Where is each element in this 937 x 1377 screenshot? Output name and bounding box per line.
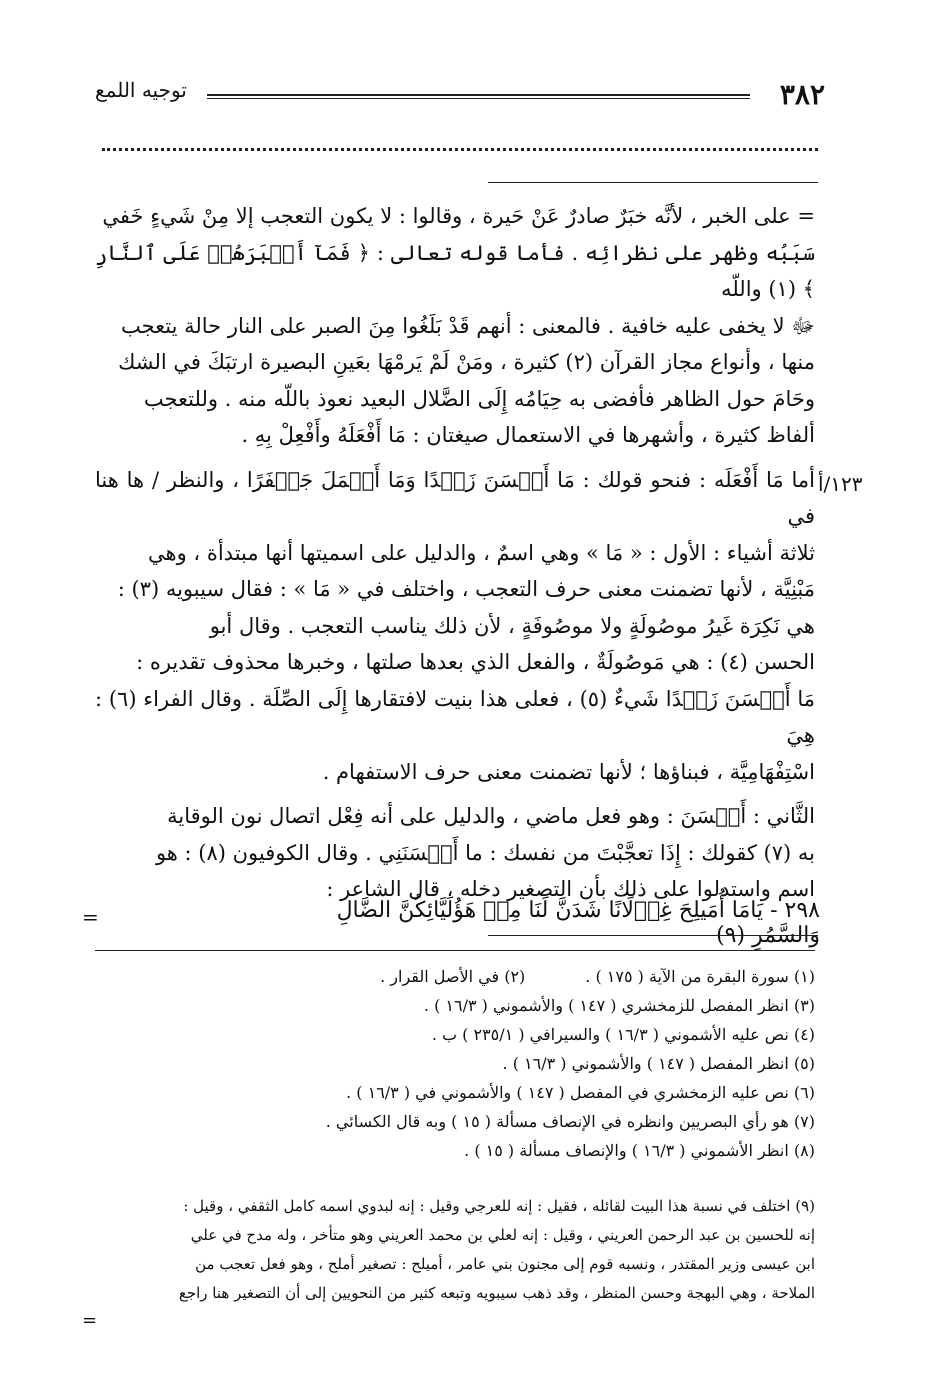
- footnote-9: [95, 1192, 815, 1308]
- text-line: مَبْنِيَّة ، لأنها تضمنت معنى حرف التعجب ، واختلف في « مَا » : فقال سيبويه (٣) :: [117, 577, 815, 601]
- verse-rule: [488, 935, 818, 936]
- page-number: ٣٨٢: [779, 78, 825, 111]
- text-line: الحسن (٤) : هي مَوصُولَةٌ ، والفعل الذي بعدها صلتها ، وخبرها محذوف تقديره :: [136, 650, 815, 674]
- footnotes: [95, 962, 815, 1165]
- text-line: = على الخبر ، لأنَّه خبَرٌ صادرٌ عَنْ حَيرة ، وقالوا : لا يكون التعجب إلا مِنْ شَيءٍ خَفي: [102, 204, 815, 228]
- text-line: وحَامَ حول الظاهر فأفضى به حِيَامُه إِلَى الضَّلال البعيد نعوذ باللّه منه . وللتعجب: [143, 386, 815, 411]
- footnote-continuation-mark: =: [82, 1310, 98, 1331]
- poetry-verse: ٢٩٨ - يَامَا أُمَيلِحَ غِزۡلَانًا شَدَنَّ لَنَا مِنۡ هَؤُلَيَّائِكُنَّ الضَّالِ وَالسَّمُرِ (٩): [336, 898, 820, 948]
- footnote-3: (٣) انظر المفصل للزمخشري ( ١٤٧ ) والأشموني ( ١٦/٣ ) .: [423, 996, 815, 1015]
- book-title: توجيه اللمع: [95, 78, 187, 102]
- footnote-8: (٨) انظر الأشموني ( ١٦/٣ ) والإنصاف مسألة ( ١٥ ) .: [464, 1141, 815, 1160]
- dotted-separator: [102, 148, 818, 161]
- footnote-2: (٢) في الأصل القرار .: [380, 967, 526, 986]
- footnote-1: (١) سورة البقرة من الآية ( ١٧٥ ) .: [585, 967, 815, 986]
- footnote-line: الملاحة ، وهي البهجة وحسن المنظر ، وقد ذهب سيبويه وتبعه كثير من النحويين إلى أن التصغير هنا راجع: [178, 1284, 815, 1302]
- short-rule: [488, 182, 818, 183]
- text-line: سَبَبُه وظهر على نظرائِه . فأما قوله تعالى : ﴿ فَمَآ أَصۡبَرَهُمۡ عَلَى ٱلنَّارِ ﴾ (١) واللّه: [95, 240, 815, 301]
- footnote-line: ابن عيسى وزير المقتدر ، ونسبه قوم إلى مجنون بني عامر ، أميلح : تصغير أملح ، وهو فعل تعجب من: [195, 1255, 815, 1273]
- text-line: هي نَكِرَة غَيرُ موصُولَةٍ ولا موصُوفَةٍ ، لأن ذلك يناسب التعجب . وقال أبو: [209, 613, 815, 638]
- text-line: اسم واستدلوا على ذلك بأن التصغير دخله ، قال الشاعر :: [326, 877, 815, 901]
- footnote-row: [95, 962, 815, 991]
- footnote-5: (٥) انظر المفصل ( ١٤٧ ) والأشموني ( ١٦/٣ ) .: [502, 1054, 815, 1073]
- text-line: ألفاظ كثيرة ، وأشهرها في الاستعمال صيغتان : مَا أَفْعَلَهُ وأَفْعِلْ بِهِ .: [241, 423, 815, 447]
- footnote-line: إنه للحسين بن عبد الرحمن العريني ، وقيل : إنه لعلي بن محمد العريني وهو متأخر ، وله مدح في علي: [190, 1226, 815, 1244]
- text-line: مَا أَحۡسَنَ زَيۡدًا شَيءٌ (٥) ، فعلى هذا بنيت لافتقارها إِلَى الصِّلَة . وقال الفراء (٦) : هِيَ: [95, 686, 815, 747]
- text-line: أما مَا أَفْعَلَه : فنحو قولك : مَا أَحۡسَنَ زَيۡدًا وَمَا أَجۡمَلَ جَعۡفَرًا ، والنظر / ها هنا في: [95, 467, 815, 528]
- text-line: اسْتِفْهَامِيَّة ، فبناؤها ؛ لأنها تضمنت معنى حرف الاستفهام .: [322, 759, 815, 784]
- main-text: [95, 198, 815, 908]
- text-line: به (٧) كقولك : إِذَا تعجَّبْتَ من نفسك : ما أَحۡسَنَنِي . وقال الكوفيون (٨) : هو: [155, 840, 815, 865]
- text-line: الثَّاني : أَحۡسَنَ : وهو فعل ماضي ، والدليل على أنه فِعْل اتصال نون الوقاية: [167, 804, 815, 828]
- continuation-mark: =: [82, 905, 99, 929]
- paragraph-2: [95, 462, 815, 791]
- paragraph-3: [95, 798, 815, 908]
- text-line: ﷻ لا يخفى عليه خافية . فالمعنى : أنهم قَدْ بَلَغُوا مِنَ الصبر على النار حالة يتعجب: [120, 313, 815, 338]
- text-line: ثلاثة أشياء : الأول : « مَا » وهي اسمٌ ، والدليل على اسميتها أنها مبتدأة ، وهي: [148, 540, 815, 565]
- margin-folio-reference: ١٢٣/أ: [818, 472, 863, 496]
- footnote-4: (٤) نص عليه الأشموني ( ١٦/٣ ) والسيرافي ( ٢٣٥/١ ) ب .: [431, 1025, 815, 1044]
- text-line: منها ، وأنواع مجاز القرآن (٢) كثيرة ، ومَنْ لَمْ يَرمْهَا بعَينِ البصيرة ارتبَكَ في الشك: [118, 350, 815, 374]
- footnote-separator: [95, 950, 815, 951]
- footnote-7: (٧) هو رأي البصريين وانظره في الإنصاف مسألة ( ١٥ ) وبه قال الكسائي .: [325, 1112, 815, 1131]
- footnote-6: (٦) نص عليه الزمخشري في المفصل ( ١٤٧ ) والأشموني في ( ١٦/٣ ) .: [346, 1083, 815, 1102]
- footnote-line: (٩) اختلف في نسبة هذا البيت لقائله ، فقيل : إنه للعرجي وقيل : إنه لبدوي اسمه كامل الثقفي ، وقيل :: [183, 1197, 815, 1215]
- page-header: [95, 78, 825, 118]
- paragraph-1: [95, 198, 815, 454]
- header-rule: [207, 94, 750, 99]
